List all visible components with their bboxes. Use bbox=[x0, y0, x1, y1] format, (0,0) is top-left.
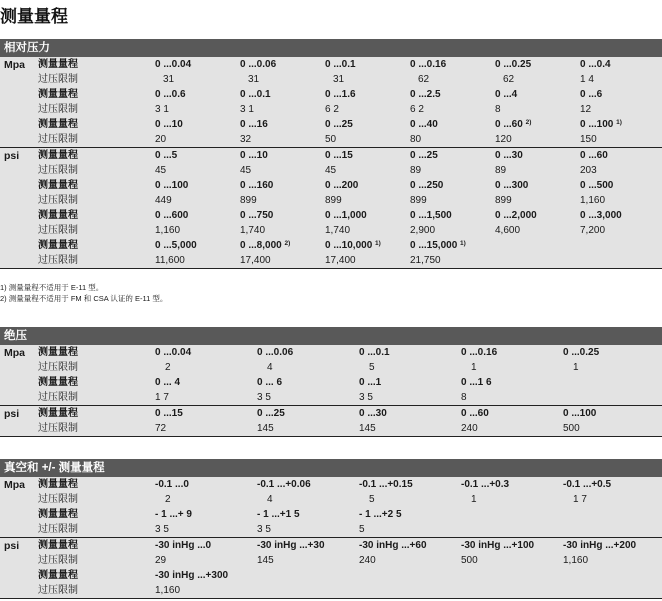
range-text: 0 ...60 bbox=[461, 408, 489, 419]
limit-value: 899 bbox=[325, 195, 342, 206]
range-value bbox=[410, 148, 438, 163]
limit-row bbox=[0, 522, 662, 537]
limit-value: 17,400 bbox=[325, 255, 356, 266]
unit-label: Mpa bbox=[4, 59, 25, 71]
limit-value: 45 bbox=[325, 165, 337, 176]
limit-value: 89 bbox=[495, 165, 507, 176]
range-label: 测量量程 bbox=[38, 210, 78, 221]
range-value bbox=[580, 148, 608, 163]
range-text: - 1 ...+1 5 bbox=[257, 509, 300, 520]
range-value bbox=[155, 148, 177, 163]
limit-value: 1 bbox=[471, 362, 477, 373]
footnote-ref: 1) bbox=[616, 119, 622, 126]
range-text: - 1 ...+2 5 bbox=[359, 509, 402, 520]
limit-value: 11,600 bbox=[155, 255, 185, 266]
limit-value: 2,900 bbox=[410, 225, 436, 236]
limit-label: 过压限制 bbox=[38, 555, 78, 566]
section-absolute-pressure bbox=[0, 327, 662, 437]
limit-value: 145 bbox=[359, 423, 376, 434]
range-label: 测量量程 bbox=[38, 509, 78, 520]
range-value bbox=[461, 345, 497, 360]
range-value bbox=[410, 57, 446, 72]
range-value bbox=[359, 507, 402, 522]
range-row bbox=[0, 375, 662, 390]
limit-label: 过压限制 bbox=[38, 104, 78, 115]
limit-value: 1,160 bbox=[155, 585, 181, 596]
range-value bbox=[155, 208, 188, 223]
range-text: 0 ...15 bbox=[155, 408, 183, 419]
limit-value: 240 bbox=[461, 423, 478, 434]
range-value bbox=[359, 538, 427, 553]
range-value bbox=[410, 117, 438, 132]
range-text: 0 ...0.16 bbox=[410, 59, 447, 70]
footnotes bbox=[0, 282, 167, 304]
section-title: 真空和 +/- 测量量程 bbox=[0, 459, 662, 477]
range-label: 测量量程 bbox=[38, 408, 78, 419]
limit-value: 31 bbox=[333, 74, 345, 85]
limit-value: 1,740 bbox=[240, 225, 266, 236]
unit-block bbox=[0, 148, 662, 269]
range-value bbox=[240, 208, 273, 223]
footnote-ref: 1) bbox=[375, 240, 381, 247]
range-value bbox=[495, 208, 537, 223]
range-text: 0 ...300 bbox=[495, 180, 529, 191]
limit-row bbox=[0, 163, 662, 178]
limit-value: 89 bbox=[410, 165, 422, 176]
range-value bbox=[495, 87, 517, 102]
range-text: 0 ...2.5 bbox=[410, 89, 441, 100]
range-text: 0 ...1,500 bbox=[410, 210, 452, 221]
range-value bbox=[325, 238, 381, 253]
limit-value: 8 bbox=[495, 104, 501, 115]
unit-block bbox=[0, 406, 662, 437]
range-label: 测量量程 bbox=[38, 347, 78, 358]
range-value bbox=[155, 117, 183, 132]
range-text: 0 ...0.16 bbox=[461, 347, 498, 358]
range-text: 0 ...750 bbox=[240, 210, 274, 221]
range-value bbox=[325, 117, 353, 132]
section-gauge-pressure bbox=[0, 39, 662, 269]
limit-value: 50 bbox=[325, 134, 337, 145]
limit-value: 145 bbox=[257, 555, 274, 566]
range-value bbox=[240, 87, 271, 102]
range-text: -30 inHg ...+60 bbox=[359, 540, 427, 551]
range-value bbox=[461, 538, 534, 553]
range-value bbox=[563, 345, 599, 360]
range-value bbox=[155, 568, 228, 583]
range-text: 0 ...5,000 bbox=[155, 240, 197, 251]
range-value bbox=[257, 538, 325, 553]
limit-value: 4,600 bbox=[495, 225, 521, 236]
range-value bbox=[359, 345, 390, 360]
unit-label: psi bbox=[4, 150, 20, 162]
range-label: 测量量程 bbox=[38, 240, 78, 251]
range-value bbox=[155, 178, 188, 193]
range-value bbox=[563, 477, 611, 492]
range-text: -30 inHg ...+300 bbox=[155, 570, 229, 581]
range-text: 0 ...200 bbox=[325, 180, 359, 191]
unit-block bbox=[0, 538, 662, 599]
footnote-ref: 1) bbox=[460, 240, 466, 247]
range-value bbox=[359, 406, 387, 421]
range-text: -30 inHg ...0 bbox=[155, 540, 212, 551]
range-text: 0 ...25 bbox=[257, 408, 285, 419]
range-value bbox=[325, 208, 367, 223]
range-value bbox=[580, 208, 622, 223]
limit-value: 1,160 bbox=[155, 225, 181, 236]
limit-label: 过压限制 bbox=[38, 134, 78, 145]
limit-label: 过压限制 bbox=[38, 74, 78, 85]
range-value bbox=[580, 87, 602, 102]
limit-value: 21,750 bbox=[410, 255, 441, 266]
range-row bbox=[0, 178, 662, 193]
range-value bbox=[155, 238, 197, 253]
limit-value: 1 4 bbox=[580, 74, 594, 85]
range-text: 0 ...0.1 bbox=[359, 347, 390, 358]
range-text: -0.1 ...0 bbox=[155, 479, 189, 490]
range-value bbox=[155, 406, 183, 421]
range-value bbox=[495, 178, 528, 193]
limit-value: 6 2 bbox=[410, 104, 424, 115]
range-text: 0 ...1,000 bbox=[325, 210, 367, 221]
range-value bbox=[495, 148, 523, 163]
limit-value: 3 5 bbox=[257, 392, 271, 403]
section-title: 绝压 bbox=[0, 327, 662, 345]
range-label: 测量量程 bbox=[38, 180, 78, 191]
range-text: 0 ...10 bbox=[240, 150, 268, 161]
limit-value: 20 bbox=[155, 134, 167, 145]
limit-value: 1 bbox=[573, 362, 579, 373]
limit-value: 500 bbox=[461, 555, 478, 566]
range-text: 0 ...5 bbox=[155, 150, 178, 161]
limit-value: 1 7 bbox=[155, 392, 169, 403]
limit-value: 500 bbox=[563, 423, 580, 434]
limit-label: 过压限制 bbox=[38, 494, 78, 505]
unit-block bbox=[0, 57, 662, 148]
range-value bbox=[325, 178, 358, 193]
unit-label: psi bbox=[4, 408, 20, 420]
range-value bbox=[240, 117, 268, 132]
range-text: 0 ...1 bbox=[359, 377, 382, 388]
limit-value: 449 bbox=[155, 195, 172, 206]
range-text: 0 ...0.6 bbox=[155, 89, 186, 100]
limit-row bbox=[0, 223, 662, 238]
limit-value: 80 bbox=[410, 134, 422, 145]
range-text: 0 ...15,000 bbox=[410, 240, 458, 251]
range-text: 0 ...0.04 bbox=[155, 347, 192, 358]
limit-value: 4 bbox=[267, 494, 273, 505]
page-title: 测量量程 bbox=[0, 7, 68, 26]
range-text: 0 ...6 bbox=[580, 89, 603, 100]
limit-label: 过压限制 bbox=[38, 423, 78, 434]
range-value bbox=[359, 477, 413, 492]
limit-value: 145 bbox=[257, 423, 274, 434]
range-text: 0 ...0.25 bbox=[495, 59, 532, 70]
limit-label: 过压限制 bbox=[38, 255, 78, 266]
range-row bbox=[0, 57, 662, 72]
limit-value: 3 1 bbox=[240, 104, 254, 115]
range-value bbox=[257, 507, 300, 522]
limit-label: 过压限制 bbox=[38, 524, 78, 535]
section-title: 相对压力 bbox=[0, 39, 662, 57]
limit-row bbox=[0, 132, 662, 147]
limit-value: 1 7 bbox=[573, 494, 587, 505]
range-value bbox=[155, 477, 189, 492]
range-text: 0 ...250 bbox=[410, 180, 444, 191]
range-row bbox=[0, 238, 662, 253]
limit-value: 240 bbox=[359, 555, 376, 566]
range-text: -30 inHg ...+200 bbox=[563, 540, 637, 551]
limit-value: 1 bbox=[471, 494, 477, 505]
range-value bbox=[155, 87, 186, 102]
range-value bbox=[155, 375, 180, 390]
limit-value: 2 bbox=[165, 362, 171, 373]
limit-value: 6 2 bbox=[325, 104, 339, 115]
limit-label: 过压限制 bbox=[38, 225, 78, 236]
limit-label: 过压限制 bbox=[38, 392, 78, 403]
limit-value: 45 bbox=[240, 165, 252, 176]
range-value bbox=[461, 477, 509, 492]
range-row bbox=[0, 507, 662, 522]
range-text: 0 ...1 6 bbox=[461, 377, 492, 388]
range-value bbox=[563, 406, 596, 421]
limit-row bbox=[0, 390, 662, 405]
range-label: 测量量程 bbox=[38, 570, 78, 581]
range-text: -30 inHg ...+30 bbox=[257, 540, 325, 551]
range-text: 0 ...0.4 bbox=[580, 59, 611, 70]
range-text: 0 ... 6 bbox=[257, 377, 283, 388]
limit-value: 1,740 bbox=[325, 225, 351, 236]
limit-row bbox=[0, 492, 662, 507]
range-text: 0 ...30 bbox=[359, 408, 387, 419]
range-text: 0 ...10,000 bbox=[325, 240, 373, 251]
limit-value: 150 bbox=[580, 134, 597, 145]
range-text: -0.1 ...+0.06 bbox=[257, 479, 311, 490]
range-value bbox=[257, 345, 293, 360]
limit-value: 32 bbox=[240, 134, 252, 145]
unit-label: Mpa bbox=[4, 479, 25, 491]
range-text: -0.1 ...+0.15 bbox=[359, 479, 413, 490]
range-label: 测量量程 bbox=[38, 89, 78, 100]
range-value bbox=[240, 148, 268, 163]
range-value bbox=[495, 57, 531, 72]
footnote-ref: 2) bbox=[525, 119, 532, 126]
range-label: 测量量程 bbox=[38, 150, 78, 161]
range-value bbox=[580, 117, 622, 132]
range-text: 0 ...25 bbox=[410, 150, 438, 161]
range-text: 0 ...60 bbox=[580, 150, 608, 161]
limit-row bbox=[0, 253, 662, 268]
range-text: - 1 ...+ 9 bbox=[155, 509, 192, 520]
range-text: -30 inHg ...+100 bbox=[461, 540, 535, 551]
limit-value: 5 bbox=[369, 362, 375, 373]
range-value bbox=[155, 538, 211, 553]
limit-value: 7,200 bbox=[580, 225, 606, 236]
limit-row bbox=[0, 193, 662, 208]
range-value bbox=[325, 148, 353, 163]
unit-block bbox=[0, 345, 662, 406]
range-value bbox=[240, 57, 276, 72]
limit-value: 899 bbox=[495, 195, 512, 206]
range-value bbox=[240, 238, 290, 253]
range-value bbox=[257, 375, 282, 390]
range-value bbox=[325, 57, 356, 72]
range-text: 0 ...10 bbox=[155, 119, 183, 130]
range-row bbox=[0, 568, 662, 583]
range-value bbox=[410, 238, 466, 253]
limit-value: 8 bbox=[461, 392, 467, 403]
range-row bbox=[0, 148, 662, 163]
limit-value: 62 bbox=[418, 74, 430, 85]
range-value bbox=[461, 375, 492, 390]
limit-value: 3 5 bbox=[155, 524, 169, 535]
range-text: 0 ...0.25 bbox=[563, 347, 600, 358]
range-label: 测量量程 bbox=[38, 119, 78, 130]
range-text: 0 ...160 bbox=[240, 180, 274, 191]
range-value bbox=[563, 538, 636, 553]
range-value bbox=[410, 87, 441, 102]
range-value bbox=[410, 208, 452, 223]
range-text: 0 ...100 bbox=[155, 180, 189, 191]
limit-value: 31 bbox=[163, 74, 175, 85]
range-text: 0 ...30 bbox=[495, 150, 523, 161]
limit-value: 1,160 bbox=[580, 195, 606, 206]
range-text: 0 ...0.06 bbox=[240, 59, 277, 70]
limit-value: 62 bbox=[503, 74, 515, 85]
range-row bbox=[0, 117, 662, 132]
range-value bbox=[325, 87, 356, 102]
range-row bbox=[0, 406, 662, 421]
range-value bbox=[155, 507, 192, 522]
limit-value: 12 bbox=[580, 104, 592, 115]
section-vacuum-pressure bbox=[0, 459, 662, 599]
range-text: 0 ...16 bbox=[240, 119, 268, 130]
footnote-1: 1) 测量量程不适用于 E-11 型。 bbox=[0, 283, 104, 292]
range-row bbox=[0, 538, 662, 553]
limit-value: 72 bbox=[155, 423, 167, 434]
range-text: 0 ...2,000 bbox=[495, 210, 537, 221]
range-text: 0 ...100 bbox=[563, 408, 597, 419]
range-text: 0 ...15 bbox=[325, 150, 353, 161]
range-text: 0 ... 4 bbox=[155, 377, 181, 388]
limit-row bbox=[0, 72, 662, 87]
footnote-ref: 2) bbox=[284, 240, 291, 247]
range-text: 0 ...40 bbox=[410, 119, 438, 130]
limit-label: 过压限制 bbox=[38, 585, 78, 596]
limit-row bbox=[0, 360, 662, 375]
range-value bbox=[410, 178, 443, 193]
range-value bbox=[155, 57, 191, 72]
range-row bbox=[0, 208, 662, 223]
range-value bbox=[257, 406, 285, 421]
range-text: -0.1 ...+0.3 bbox=[461, 479, 510, 490]
range-value bbox=[495, 117, 531, 132]
range-label: 测量量程 bbox=[38, 59, 78, 70]
range-value bbox=[580, 57, 611, 72]
limit-value: 3 5 bbox=[257, 524, 271, 535]
range-text: 0 ...25 bbox=[325, 119, 353, 130]
limit-label: 过压限制 bbox=[38, 195, 78, 206]
range-text: 0 ...0.04 bbox=[155, 59, 192, 70]
unit-block bbox=[0, 477, 662, 538]
range-text: 0 ...1.6 bbox=[325, 89, 356, 100]
range-row bbox=[0, 477, 662, 492]
range-text: 0 ...600 bbox=[155, 210, 189, 221]
limit-value: 2 bbox=[165, 494, 171, 505]
limit-label: 过压限制 bbox=[38, 362, 78, 373]
range-text: 0 ...3,000 bbox=[580, 210, 622, 221]
limit-value: 17,400 bbox=[240, 255, 271, 266]
limit-row bbox=[0, 102, 662, 117]
limit-value: 3 5 bbox=[359, 392, 373, 403]
range-text: 0 ...0.06 bbox=[257, 347, 294, 358]
range-value bbox=[461, 406, 489, 421]
range-value bbox=[155, 345, 191, 360]
range-text: 0 ...8,000 bbox=[240, 240, 282, 251]
limit-value: 3 1 bbox=[155, 104, 169, 115]
range-text: 0 ...4 bbox=[495, 89, 518, 100]
limit-value: 899 bbox=[240, 195, 257, 206]
unit-label: psi bbox=[4, 540, 20, 552]
range-row bbox=[0, 87, 662, 102]
footnote-2: 2) 测量量程不适用于 FM 和 CSA 认证的 E-11 型。 bbox=[0, 294, 168, 303]
limit-value: 4 bbox=[267, 362, 273, 373]
limit-value: 45 bbox=[155, 165, 167, 176]
range-label: 测量量程 bbox=[38, 540, 78, 551]
range-value bbox=[240, 178, 273, 193]
limit-value: 31 bbox=[248, 74, 260, 85]
limit-value: 29 bbox=[155, 555, 167, 566]
range-value bbox=[257, 477, 311, 492]
limit-value: 1,160 bbox=[563, 555, 589, 566]
range-value bbox=[580, 178, 613, 193]
range-value bbox=[359, 375, 381, 390]
limit-value: 5 bbox=[359, 524, 365, 535]
range-text: 0 ...100 bbox=[580, 119, 614, 130]
range-text: 0 ...500 bbox=[580, 180, 614, 191]
range-text: 0 ...60 bbox=[495, 119, 523, 130]
range-label: 测量量程 bbox=[38, 377, 78, 388]
range-text: 0 ...0.1 bbox=[240, 89, 271, 100]
range-label: 测量量程 bbox=[38, 479, 78, 490]
limit-row bbox=[0, 421, 662, 436]
range-row bbox=[0, 345, 662, 360]
limit-value: 120 bbox=[495, 134, 512, 145]
limit-row bbox=[0, 553, 662, 568]
unit-label: Mpa bbox=[4, 347, 25, 359]
limit-value: 203 bbox=[580, 165, 597, 176]
range-text: -0.1 ...+0.5 bbox=[563, 479, 612, 490]
limit-value: 899 bbox=[410, 195, 427, 206]
limit-row bbox=[0, 583, 662, 598]
limit-value: 5 bbox=[369, 494, 375, 505]
range-text: 0 ...0.1 bbox=[325, 59, 356, 70]
limit-label: 过压限制 bbox=[38, 165, 78, 176]
